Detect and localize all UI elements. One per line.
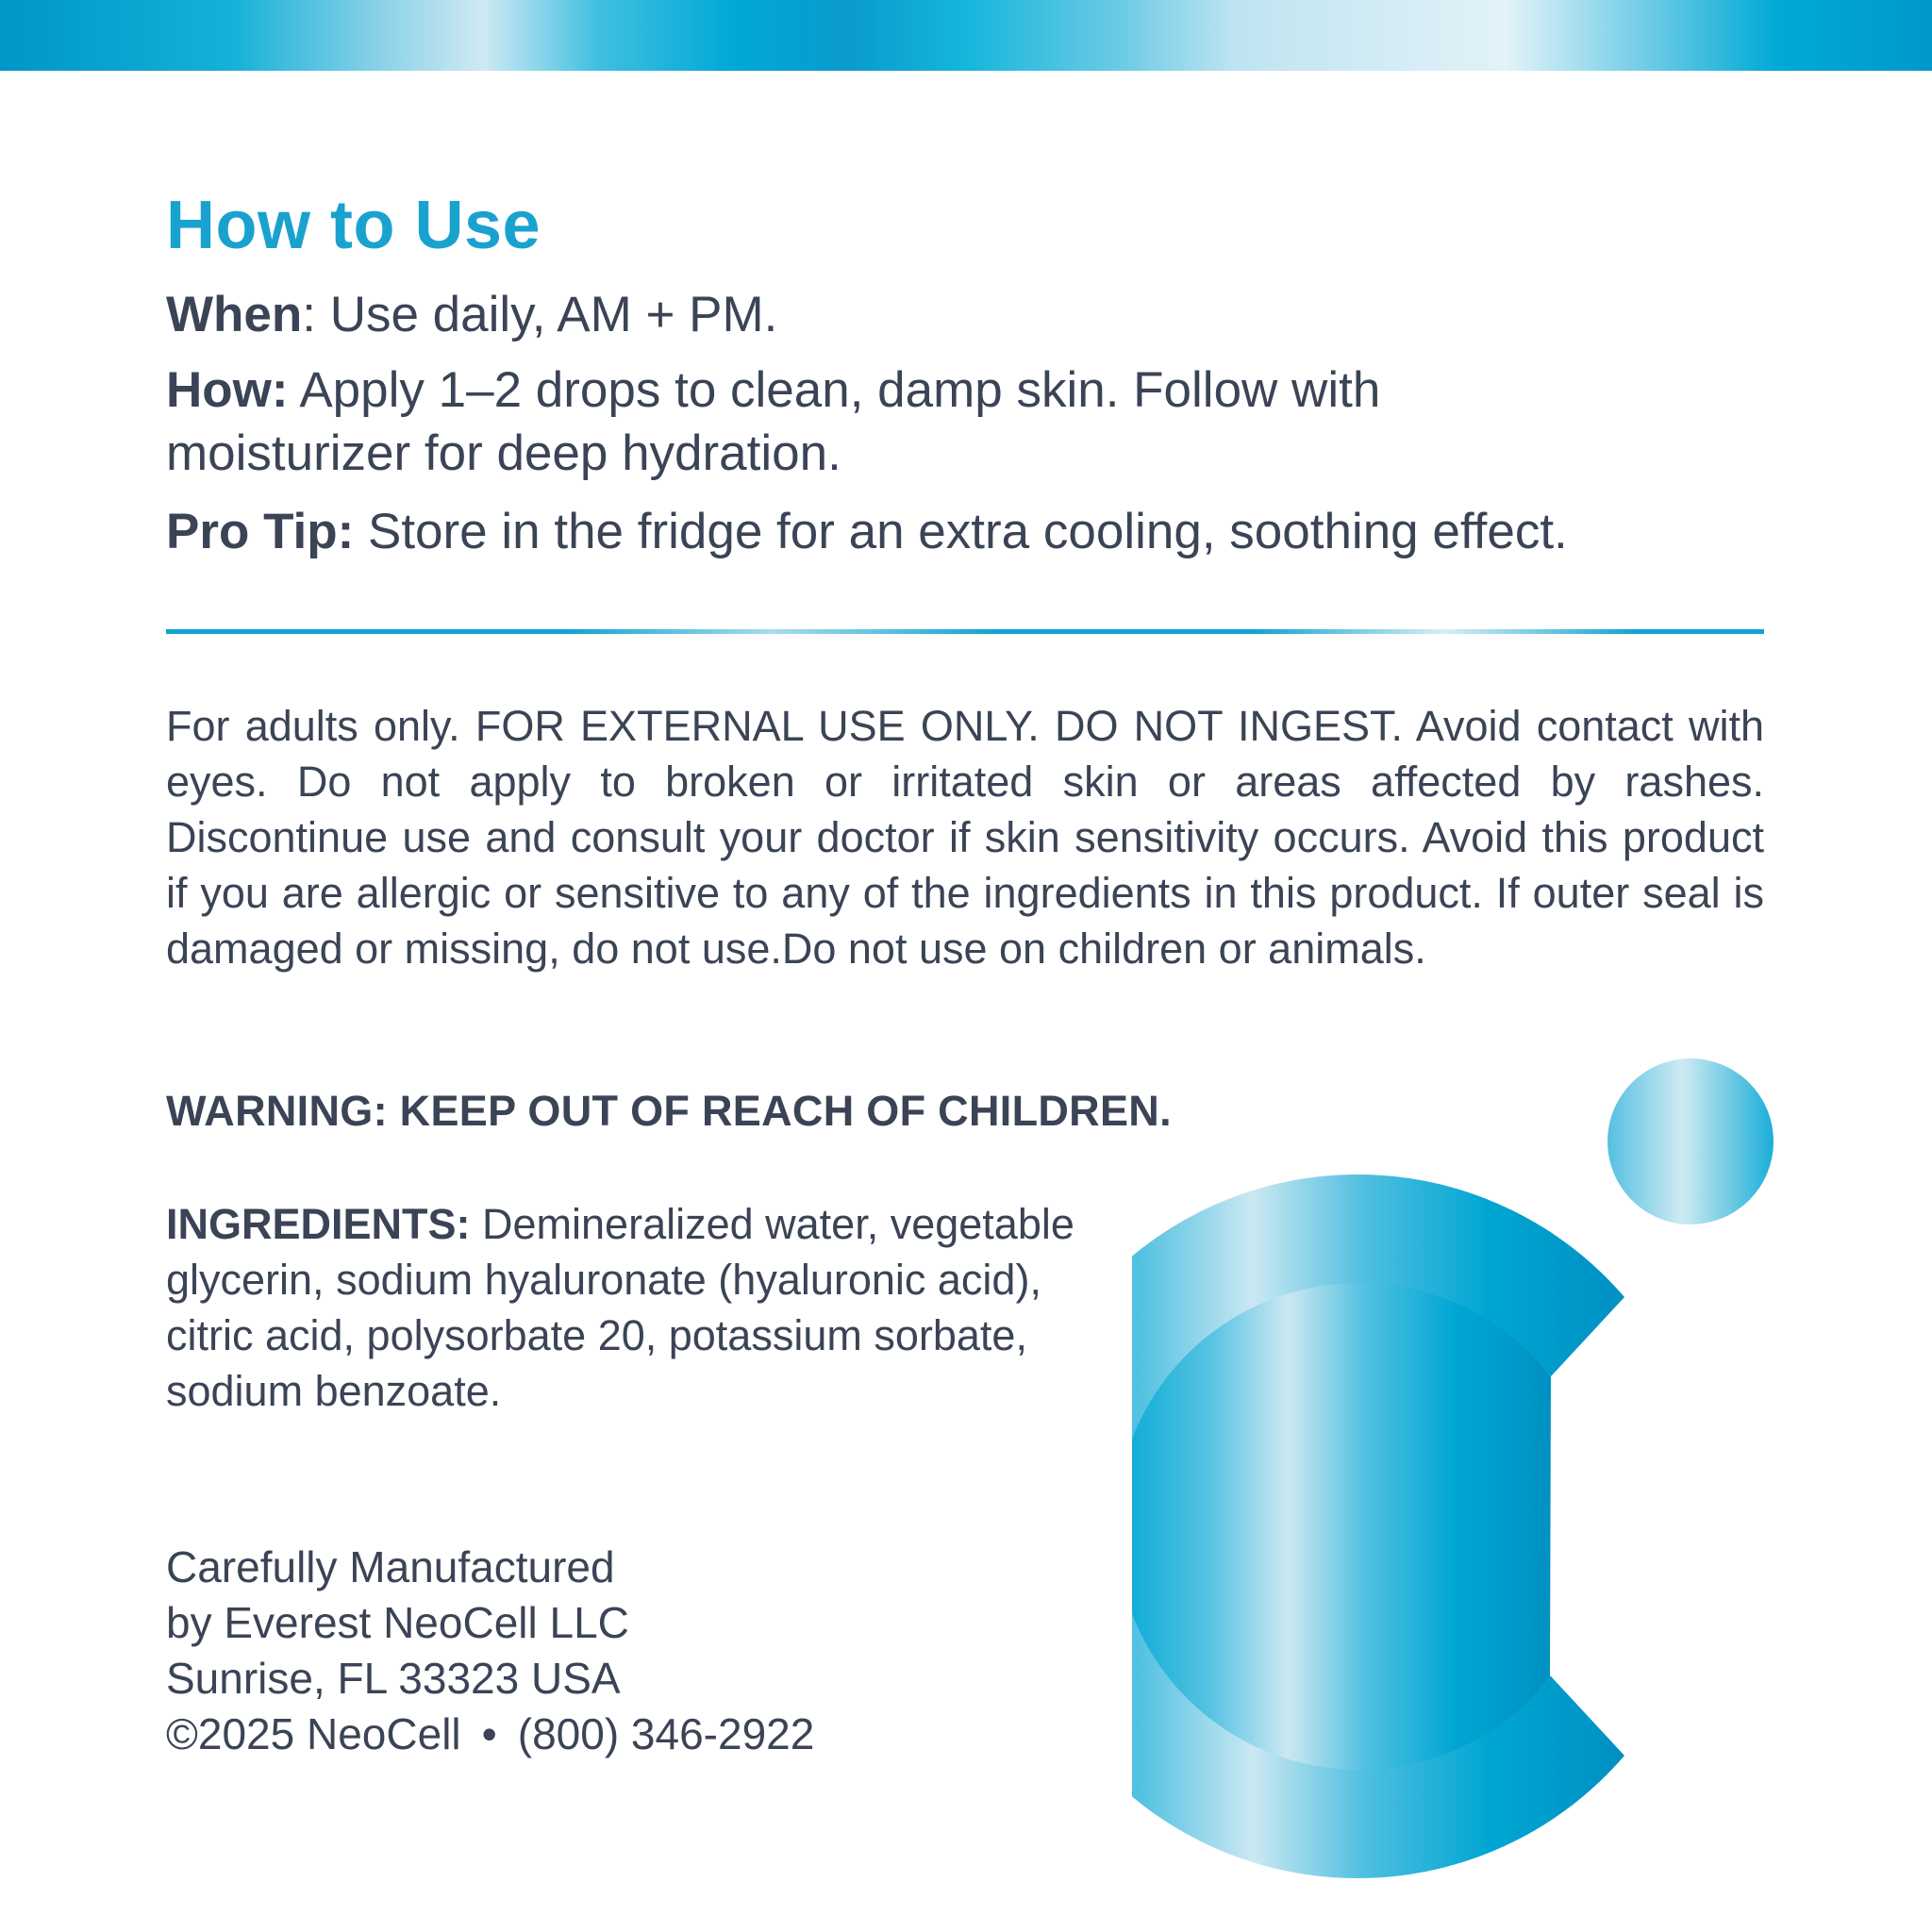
neocell-c-logo-icon bbox=[1132, 1047, 1792, 1915]
pro-tip-text: Store in the fridge for an extra cooling, soothing effect. bbox=[354, 504, 1568, 559]
footer-line-3: Sunrise, FL 33323 USA bbox=[166, 1654, 621, 1703]
warning-text: WARNING: KEEP OUT OF REACH OF CHILDREN. bbox=[166, 1087, 1172, 1135]
caution-text: For adults only. FOR EXTERNAL USE ONLY. DO NOT INGEST. Avoid contact with eyes. Do not apply to broken or irritated skin or areas affected by rashes. Discontinue use and consult your doctor if skin sensitivity occurs. Avoid this product if you are allergic or sensitive to any of the ingredients in this product. If outer seal is damaged or missing, do not use.Do not use on children or animals. bbox=[166, 702, 1764, 973]
bullet-separator: • bbox=[481, 1709, 497, 1758]
section-divider bbox=[166, 629, 1764, 634]
when-label: When bbox=[166, 287, 303, 342]
ingredients-label: INGREDIENTS: bbox=[166, 1200, 471, 1248]
ingredients-text bbox=[166, 1196, 1119, 1419]
copyright: ©2025 NeoCell bbox=[166, 1709, 461, 1758]
phone-number: (800) 346-2922 bbox=[517, 1709, 815, 1758]
logo-dot bbox=[1607, 1058, 1774, 1224]
footer-line-1: Carefully Manufactured bbox=[166, 1542, 615, 1591]
when-instruction bbox=[166, 283, 777, 346]
how-label: How: bbox=[166, 362, 289, 418]
how-text: Apply 1–2 drops to clean, damp skin. Follow with moisturizer for deep hydration. bbox=[166, 362, 1381, 481]
top-gradient-band bbox=[0, 0, 1932, 71]
footer-line-2: by Everest NeoCell LLC bbox=[166, 1598, 629, 1647]
how-to-use-title: How to Use bbox=[166, 188, 541, 263]
pro-tip-label: Pro Tip: bbox=[166, 504, 355, 559]
how-instruction bbox=[166, 358, 1638, 485]
manufacturer-footer bbox=[166, 1540, 814, 1762]
pro-tip bbox=[166, 500, 1568, 563]
ingredients-list: Demineralized water, vegetable glycerin, sodium hyaluronate (hyaluronic acid), citric acid, polysorbate 20, potassium sorbate, sodium benzoate. bbox=[166, 1200, 1074, 1415]
logo-c-shape bbox=[1132, 1281, 1553, 1772]
footer-line-4 bbox=[166, 1707, 814, 1762]
when-text: : Use daily, AM + PM. bbox=[302, 287, 778, 342]
